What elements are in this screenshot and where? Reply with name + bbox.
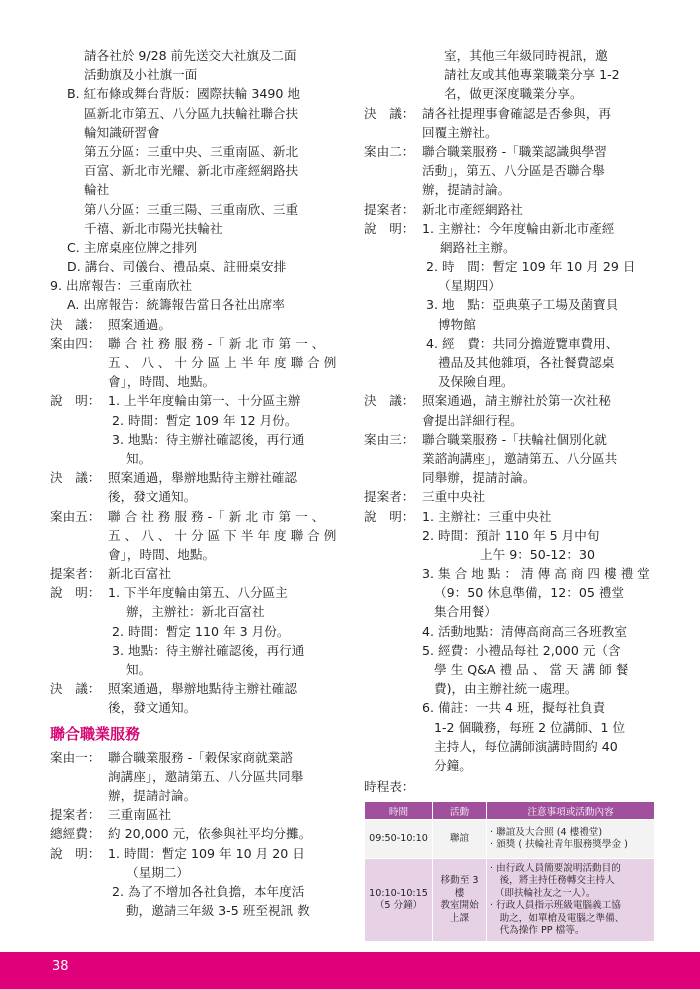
schedule-activity: 聯誼 (449, 832, 470, 844)
line-text: 網路社主辦。 (440, 239, 516, 255)
line-text: 同舉辦，提請討論。 (422, 470, 536, 486)
schedule-header-cell: 活動 (433, 802, 487, 820)
schedule-time: 09:50-10:10 (369, 832, 428, 844)
text-line (50, 276, 342, 295)
line-text: 4. 經 費：共同分擔遊覽車費用、 (426, 335, 619, 351)
text-line (364, 372, 654, 391)
schedule-notes-cell (487, 820, 655, 859)
schedule-header-cell: 注意事項或活動內容 (487, 802, 655, 820)
text-line (50, 104, 342, 123)
line-text: C. 主席桌座位牌之排列 (67, 239, 198, 255)
text-line (364, 353, 654, 372)
line-text: A. 出席報告：統籌報告當日各社出席率 (67, 297, 285, 313)
text-line (50, 353, 342, 372)
line-text: 區新北市第五、八分區九扶輪社聯合扶 (84, 105, 299, 121)
text-line (50, 487, 342, 506)
text-line (364, 65, 654, 84)
line-text: 3. 地點：待主辦社確認後，再行通 (112, 431, 305, 447)
page-number: 38 (52, 959, 69, 974)
line-text: 活動」，第五、八分區是否聯合舉 (422, 163, 605, 179)
text-line (364, 468, 654, 487)
line-text: 1. 上半年度輪由第一、十分區主辦 (108, 393, 301, 409)
schedule-note: 代為操作 PP 檔等。 (490, 925, 585, 937)
text-line (50, 545, 342, 564)
schedule-time: 10:10-10:15 (369, 887, 428, 899)
line-text: 禮品及其他雜項，各社餐費認桌 (438, 355, 615, 370)
line-text: 知。 (126, 450, 152, 466)
line-label: 總經費： (50, 826, 101, 842)
text-line (50, 46, 342, 65)
text-line (364, 46, 654, 65)
line-text: 照案通過，舉辦地點待主辦社確認 (108, 470, 297, 486)
line-label: 決 議： (364, 105, 415, 121)
text-line (364, 487, 654, 506)
line-text: 業諮詢講座」，邀請第五、八分區共 (422, 450, 618, 466)
text-line (364, 583, 654, 602)
line-text: 1. 時間：暫定 109 年 10 月 20 日 (108, 845, 305, 861)
text-line (364, 737, 654, 756)
line-text: 3. 地點：待主辦社確認後，再行通 (112, 642, 305, 658)
line-label: 決 議： (364, 393, 415, 409)
text-line (50, 602, 342, 621)
line-label: 說 明： (364, 508, 415, 524)
line-text: 費)，由主辦社統一處理。 (434, 681, 578, 697)
text-line (50, 334, 342, 353)
schedule-activity-cell (433, 820, 487, 859)
text-line (364, 238, 654, 257)
line-label: 案由二： (364, 143, 415, 159)
line-text: 百富、新北市光耀、新北市產經網路扶 (84, 163, 299, 179)
line-text: 會」，時間、地點。 (108, 374, 216, 390)
line-text: （星期二） (126, 864, 189, 880)
text-line (364, 507, 654, 526)
text-line (364, 564, 654, 583)
line-text: 2. 時 間：暫定 109 年 10 月 29 日 (426, 259, 636, 275)
line-text: 分鐘。 (434, 757, 472, 773)
text-line (50, 805, 342, 824)
line-text: 回覆主辦社。 (422, 124, 498, 140)
line-label: 說 明： (50, 845, 101, 861)
schedule-note: 後，將主持任務轉交主持人 (490, 875, 615, 887)
line-text: 照案通過。 (108, 316, 171, 332)
line-text: 請各社於 9/28 前先送交大社旗及二面 (84, 48, 297, 63)
text-line (364, 219, 654, 238)
line-text: 照案通過，舉辦地點待主辦社確認 (108, 681, 297, 697)
text-line (364, 718, 654, 737)
text-line (50, 411, 342, 430)
line-text: 三重中央社 (422, 489, 485, 505)
line-text: 輪社 (84, 182, 110, 198)
line-text: 新北百富社 (108, 566, 171, 582)
line-text: 輪知識研習會 (84, 124, 160, 140)
text-line (50, 468, 342, 487)
line-text: 請社友或其他專業職業分享 1-2 (444, 67, 620, 83)
text-line (364, 756, 654, 775)
schedule-time-sub: （5 分鐘） (374, 900, 423, 912)
line-text: 6. 備註：一共 4 班，擬每社負責 (422, 700, 606, 716)
text-line (50, 882, 342, 901)
line-text: 詢講座」，邀請第五、八分區共同舉 (108, 768, 304, 784)
schedule-note: （即扶輪社友之一人）。 (490, 887, 596, 899)
text-line (364, 622, 654, 641)
text-line (364, 142, 654, 161)
text-line (50, 863, 342, 882)
line-label: 案由三： (364, 431, 415, 447)
text-line (364, 104, 654, 123)
line-text: 及保險自理。 (438, 374, 514, 390)
text-line (50, 641, 342, 660)
text-line (364, 526, 654, 545)
line-label: 決 議： (50, 316, 101, 332)
right-column (364, 46, 654, 942)
line-label: 提案者： (50, 807, 101, 823)
line-label: 提案者： (364, 489, 415, 505)
line-text: 三重南區社 (108, 807, 171, 823)
schedule-activity: 移動至 3 樓 (440, 875, 479, 899)
text-line (50, 372, 342, 391)
text-line (364, 84, 654, 103)
line-text: 9. 出席報告：三重南欣社 (50, 278, 192, 294)
text-line (50, 391, 342, 410)
line-text: 名，做更深度職業分享。 (444, 86, 583, 102)
text-line (364, 180, 654, 199)
text-line (364, 334, 654, 353)
text-line (364, 295, 654, 314)
line-text: 後，發文通知。 (108, 489, 197, 505)
schedule-header-cell: 時間 (365, 802, 433, 820)
text-line (50, 161, 342, 180)
line-text: 2. 為了不增加各社負擔，本年度活 (112, 883, 305, 899)
line-text: 五 、 八 、 十 分 區 下 半 年 度 聯 合 例 (108, 527, 337, 543)
text-line (364, 449, 654, 468)
left-column (50, 46, 342, 920)
line-text: 5. 經費：小禮品每社 2,000 元（含 (422, 642, 621, 658)
text-line (364, 679, 654, 698)
schedule-time-cell (365, 859, 433, 942)
line-label: 決 議： (50, 681, 101, 697)
line-text: 動，邀請三年級 3-5 班至視訊 教 (126, 903, 310, 919)
line-text: （星期四） (438, 278, 501, 294)
text-line (364, 200, 654, 219)
schedule-row (365, 859, 655, 942)
text-line (364, 660, 654, 679)
line-text: 會」，時間、地點。 (108, 546, 216, 562)
line-text: 1-2 個職務，每班 2 位講師、1 位 (434, 719, 626, 735)
schedule-note: · 行政人員指示班級電腦義工協 (490, 900, 621, 912)
line-text: 五 、 八 、 十 分 區 上 半 年 度 聯 合 例 (108, 355, 337, 370)
line-text: 3. 集 合 地 點 ： 清 傳 高 商 四 樓 禮 堂 (422, 566, 650, 582)
line-label: 說 明： (50, 585, 101, 601)
line-text: 新北市產經網路社 (422, 201, 523, 217)
text-line (364, 430, 654, 449)
line-text: 第八分區：三重三陽、三重南欣、三重 (84, 201, 299, 217)
line-text: 約 20,000 元，依參與社平均分攤。 (108, 826, 312, 842)
section-title: 聯合職業服務 (50, 724, 141, 743)
schedule-note: · 由行政人員簡要說明活動目的 (490, 862, 621, 874)
line-text: 辦，提請討論。 (108, 787, 197, 803)
line-text: 2. 時間：預計 110 年 5 月中旬 (422, 527, 600, 543)
text-line (50, 622, 342, 641)
line-text: B. 紅布條或舞台背版：國際扶輪 3490 地 (67, 86, 301, 102)
text-line (50, 526, 342, 545)
text-line (50, 679, 342, 698)
line-text: 學 生 Q&A 禮 品 、 當 天 講 師 餐 (434, 662, 629, 677)
schedule-time-cell (365, 820, 433, 859)
line-text: 1. 下半年度輪由第五、八分區主 (108, 585, 288, 601)
line-text: 辦，提請討論。 (422, 182, 511, 198)
text-line (50, 295, 342, 314)
text-line (364, 602, 654, 621)
line-text: 集合用餐） (434, 604, 497, 620)
line-text: D. 講台、司儀台、禮品桌、註冊桌安排 (67, 259, 287, 275)
text-line (50, 844, 342, 863)
text-line (50, 660, 342, 679)
text-line (364, 411, 654, 430)
line-text: 辦，主辦社：新北百富社 (126, 604, 265, 620)
text-line (50, 507, 342, 526)
text-line (364, 545, 654, 564)
text-line (364, 123, 654, 142)
line-text: 4. 活動地點：清傳高商高三各班教室 (422, 623, 627, 639)
schedule-activity-cell (433, 859, 487, 942)
text-line (50, 123, 342, 142)
line-label: 決 議： (50, 470, 101, 486)
line-text: 2. 時間：暫定 109 年 12 月份。 (112, 412, 298, 428)
line-text: 活動旗及小社旗一面 (84, 67, 198, 83)
text-line (50, 430, 342, 449)
text-line (50, 257, 342, 276)
schedule-notes-cell (487, 859, 655, 942)
schedule-row (365, 820, 655, 859)
line-text: 博物館 (438, 316, 476, 332)
text-line (50, 564, 342, 583)
line-text: 請各社提理事會確認是否參與，再 (422, 105, 611, 121)
schedule-note: · 頒獎 ( 扶輪社青年服務獎學金 ) (490, 839, 628, 851)
line-label: 提案者： (50, 566, 101, 582)
text-line (50, 84, 342, 103)
line-text: 上午 9：50-12：30 (480, 546, 596, 562)
line-text: 聯 合 社 務 服 務 -「 新 北 市 第 一 、 (108, 508, 325, 524)
text-line (364, 698, 654, 717)
line-label: 案由四： (50, 335, 101, 351)
line-text: 1. 主辦社：三重中央社 (422, 508, 552, 524)
text-line (364, 391, 654, 410)
line-label: 說 明： (50, 393, 101, 409)
line-text: （9：50 休息準備，12：05 禮堂 (434, 585, 625, 601)
line-text: 聯 合 社 務 服 務 -「 新 北 市 第 一 、 (108, 335, 325, 351)
line-text: 3. 地 點：亞典菓子工場及菌寶貝 (426, 297, 619, 313)
line-label: 說 明： (364, 220, 415, 236)
text-line (364, 161, 654, 180)
text-line (50, 315, 342, 334)
text-line (50, 767, 342, 786)
text-line (50, 583, 342, 602)
text-line (50, 238, 342, 257)
line-text: 知。 (126, 662, 152, 677)
line-text: 第五分區：三重中央、三重南區、新北 (84, 143, 299, 159)
line-text: 千禧、新北市陽光扶輪社 (84, 220, 223, 236)
line-text: 2. 時間：暫定 110 年 3 月份。 (112, 623, 290, 639)
text-line (364, 257, 654, 276)
schedule-note: 助之，如單槍及電腦之準備、 (490, 912, 625, 924)
text-line (50, 65, 342, 84)
line-text: 聯合職業服務 -「職業認識與學習 (422, 143, 607, 159)
line-text: 後，發文通知。 (108, 700, 197, 716)
text-line (50, 698, 342, 717)
schedule-activity-sub: 教室開始上課 (440, 900, 479, 924)
footer-bar (0, 952, 700, 989)
line-text: 主持人，每位講師演講時間約 40 (434, 738, 618, 754)
schedule-table (364, 801, 655, 942)
text-line (50, 142, 342, 161)
text-line (50, 200, 342, 219)
text-line (50, 786, 342, 805)
line-label: 案由五： (50, 508, 101, 524)
schedule-label: 時程表： (364, 779, 415, 795)
text-line (364, 315, 654, 334)
line-text: 室，其他三年級同時視訊，邀 (444, 48, 608, 63)
line-text: 會提出詳細行程。 (422, 412, 523, 428)
text-line (364, 641, 654, 660)
schedule-note: · 聯誼及大合照 (4 樓禮堂) (490, 826, 603, 838)
line-label: 案由一： (50, 749, 101, 765)
text-line (50, 748, 342, 767)
text-line (364, 276, 654, 295)
text-line (50, 824, 342, 843)
line-text: 1. 主辦社：今年度輪由新北市產經 (422, 220, 615, 236)
text-line (50, 219, 342, 238)
line-text: 聯合職業服務 -「扶輪社個別化就 (422, 431, 607, 447)
text-line (50, 901, 342, 920)
line-label: 提案者： (364, 201, 415, 217)
line-text: 照案通過，請主辦社於第一次社秘 (422, 393, 611, 409)
text-line (50, 180, 342, 199)
text-line (50, 449, 342, 468)
line-text: 聯合職業服務 -「穀保家商就業諮 (108, 749, 293, 765)
